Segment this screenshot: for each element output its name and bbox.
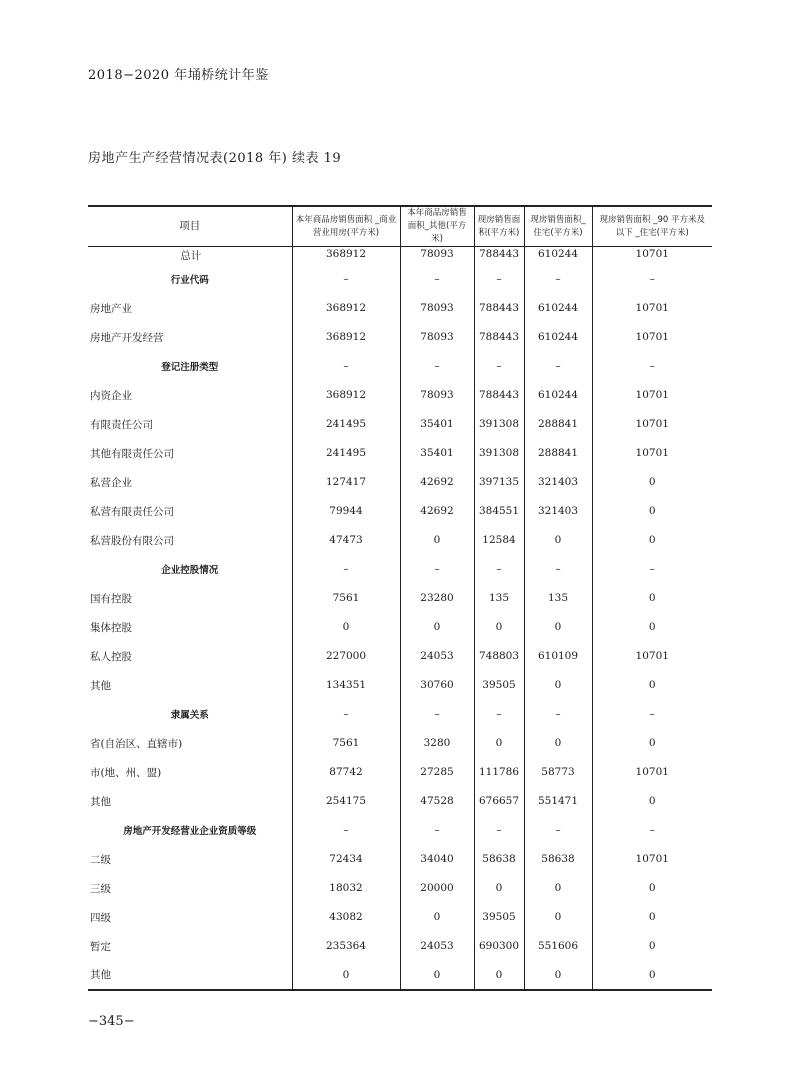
table-row [88,555,712,584]
column-header-spot-residential-area: 现房销售面积_住宅(平方米) [524,206,592,247]
table-cell: 0 [524,613,592,642]
table-cell: – [400,265,474,294]
table-cell: 0 [474,874,524,903]
row-label: 行业代码 [170,275,209,286]
table-cell: – [292,555,400,584]
table-cell: 788443 [474,247,524,265]
table-cell: 397135 [474,468,524,497]
table-cell: 10701 [592,294,712,323]
table-cell: 0 [292,961,400,990]
table-cell: 227000 [292,642,400,671]
table-row [88,845,712,874]
table-cell: 0 [292,613,400,642]
table-cell: 610109 [524,642,592,671]
table-cell: 58638 [474,845,524,874]
table-cell: 127417 [292,468,400,497]
table-cell: 27285 [400,758,474,787]
table-cell: 20000 [400,874,474,903]
table-cell: 551606 [524,932,592,961]
column-header-other-sales-area: 本年商品房销售面积_其他(平方米) [400,206,474,247]
table-cell: 78093 [400,323,474,352]
table-cell: 321403 [524,497,592,526]
table-cell: 10701 [592,439,712,468]
table-title: 房地产生产经营情况表(2018 年) 续表 19 [88,151,342,166]
row-label: 企业控股情况 [161,565,219,576]
row-label: 私营有限责任公司 [90,505,174,518]
table-cell: 0 [592,787,712,816]
row-label: 房地产开发经营 [90,331,164,344]
table-cell: – [592,265,712,294]
table-cell: 10701 [592,323,712,352]
table-cell: – [474,816,524,845]
table-cell: 10701 [592,381,712,410]
table-row [88,903,712,932]
table-cell: 111786 [474,758,524,787]
table-cell: 0 [400,613,474,642]
table-cell: – [474,700,524,729]
table-row [88,729,712,758]
table-row [88,410,712,439]
table-cell: – [592,700,712,729]
table-cell: 10701 [592,758,712,787]
table-cell: 0 [474,613,524,642]
table-cell: – [524,555,592,584]
table-cell: 0 [474,729,524,758]
table-row [88,671,712,700]
table-cell: 134351 [292,671,400,700]
table-cell: 135 [524,584,592,613]
table-cell: 0 [400,961,474,990]
table-row [88,323,712,352]
table-row [88,265,712,294]
table-cell: 610244 [524,294,592,323]
table-cell: 610244 [524,247,592,265]
table-cell: 10701 [592,845,712,874]
table-cell: 47473 [292,526,400,555]
table-cell: 788443 [474,381,524,410]
row-label: 其他 [90,969,111,981]
table-cell: 391308 [474,439,524,468]
table-cell: – [592,555,712,584]
table-cell: 42692 [400,468,474,497]
table-cell: 58773 [524,758,592,787]
table-row [88,497,712,526]
table-cell: 10701 [592,247,712,265]
table-cell: 0 [592,961,712,990]
page-number: −345− [88,1014,135,1029]
row-label: 房地产开发经营业企业资质等级 [123,826,257,837]
row-label: 其他 [90,795,111,808]
table-cell: – [474,265,524,294]
table-cell: 384551 [474,497,524,526]
table-cell: 0 [524,874,592,903]
table-cell: 254175 [292,787,400,816]
table-row [88,874,712,903]
table-row [88,961,712,990]
table-cell: 788443 [474,294,524,323]
row-label: 其他有限责任公司 [90,447,174,460]
column-header-item: 项目 [179,220,201,232]
table-row [88,932,712,961]
table-cell: 610244 [524,381,592,410]
table-cell: 0 [592,729,712,758]
row-label: 有限责任公司 [90,418,153,431]
header-row [88,206,712,247]
statistics-table-container [88,205,712,991]
row-label: 隶属关系 [170,710,209,721]
table-cell: 0 [400,526,474,555]
table-cell: 288841 [524,439,592,468]
row-label: 国有控股 [90,592,132,605]
table-cell: 0 [592,671,712,700]
table-cell: 0 [524,961,592,990]
table-cell: 368912 [292,247,400,265]
column-header-commercial-sales-area: 本年商品房销售面积 _商业营业用房(平方米) [292,206,400,247]
table-cell: 391308 [474,410,524,439]
row-label: 二级 [90,853,111,866]
table-cell: 34040 [400,845,474,874]
row-label: 四级 [90,911,111,924]
table-cell: 0 [592,903,712,932]
table-cell: – [524,816,592,845]
table-row [88,700,712,729]
table-cell: 610244 [524,323,592,352]
table-cell: 0 [524,671,592,700]
table-cell: 78093 [400,381,474,410]
table-cell: – [592,816,712,845]
column-header-spot-small-residential-area: 现房销售面积 _90 平方米及以下 _住宅(平方米) [592,206,712,247]
row-label: 三级 [90,882,111,895]
table-cell: 0 [524,903,592,932]
table-cell: – [592,352,712,381]
table-cell: – [474,352,524,381]
table-cell: 135 [474,584,524,613]
table-row [88,294,712,323]
table-cell: 72434 [292,845,400,874]
table-cell: – [524,700,592,729]
table-cell: 39505 [474,903,524,932]
table-cell: 79944 [292,497,400,526]
row-label: 私人控股 [90,650,132,663]
table-cell: – [292,352,400,381]
row-label: 私营企业 [90,476,132,489]
table-cell: 23280 [400,584,474,613]
table-cell: – [292,265,400,294]
table-cell: – [292,816,400,845]
row-label: 总计 [180,250,202,262]
table-cell: 18032 [292,874,400,903]
table-header [88,206,712,247]
row-label: 私营股份有限公司 [90,534,174,547]
table-cell: 321403 [524,468,592,497]
row-label: 暂定 [90,940,111,953]
running-head: 2018−2020 年埇桥统计年鉴 [88,68,269,83]
table-cell: 368912 [292,381,400,410]
table-cell: 0 [592,613,712,642]
table-cell: 7561 [292,729,400,758]
row-label: 省(自治区、直辖市) [90,737,183,750]
row-label: 内资企业 [90,389,132,402]
table-cell: – [400,352,474,381]
table-cell: 35401 [400,439,474,468]
table-row [88,584,712,613]
table-cell: 35401 [400,410,474,439]
row-label: 市(地、州、盟) [90,766,162,779]
table-row [88,468,712,497]
table-cell: 0 [592,584,712,613]
row-label: 集体控股 [90,621,132,634]
table-row [88,526,712,555]
table-cell: – [524,352,592,381]
table-cell: – [400,555,474,584]
table-cell: 0 [524,526,592,555]
table-cell: – [400,700,474,729]
table-row [88,642,712,671]
table-cell: 24053 [400,932,474,961]
table-cell: 10701 [592,642,712,671]
table-row [88,816,712,845]
table-body [88,247,712,990]
table-cell: 0 [592,932,712,961]
table-row [88,439,712,468]
table-cell: 43082 [292,903,400,932]
table-cell: 42692 [400,497,474,526]
table-cell: 24053 [400,642,474,671]
table-cell: – [524,265,592,294]
table-cell: 748803 [474,642,524,671]
table-cell: 788443 [474,323,524,352]
table-cell: 58638 [524,845,592,874]
table-cell: 0 [592,526,712,555]
table-cell: – [400,816,474,845]
table-cell: 676657 [474,787,524,816]
table-cell: 78093 [400,247,474,265]
table-cell: 0 [524,729,592,758]
table-cell: 0 [592,468,712,497]
table-cell: 78093 [400,294,474,323]
row-label: 登记注册类型 [161,362,219,373]
table-cell: 3280 [400,729,474,758]
table-cell: 368912 [292,294,400,323]
table-cell: 235364 [292,932,400,961]
table-cell: 47528 [400,787,474,816]
table-cell: 0 [474,961,524,990]
table-cell: 368912 [292,323,400,352]
table-row [88,247,712,265]
table-row [88,352,712,381]
table-cell: – [292,700,400,729]
table-row [88,758,712,787]
table-cell: – [474,555,524,584]
table-row [88,787,712,816]
row-label: 房地产业 [90,302,132,315]
row-label: 其他 [90,679,111,692]
table-cell: 10701 [592,410,712,439]
table-cell: 7561 [292,584,400,613]
table-cell: 0 [400,903,474,932]
table-cell: 39505 [474,671,524,700]
table-cell: 30760 [400,671,474,700]
table-cell: 0 [592,874,712,903]
table-cell: 87742 [292,758,400,787]
table-cell: 551471 [524,787,592,816]
table-cell: 0 [592,497,712,526]
table-cell: 241495 [292,410,400,439]
table-row [88,613,712,642]
table-cell: 288841 [524,410,592,439]
table-cell: 241495 [292,439,400,468]
table-row [88,381,712,410]
column-header-spot-sales-area: 现房销售面积(平方米) [474,206,524,247]
real-estate-statistics-table [88,205,712,991]
table-cell: 12584 [474,526,524,555]
table-cell: 690300 [474,932,524,961]
